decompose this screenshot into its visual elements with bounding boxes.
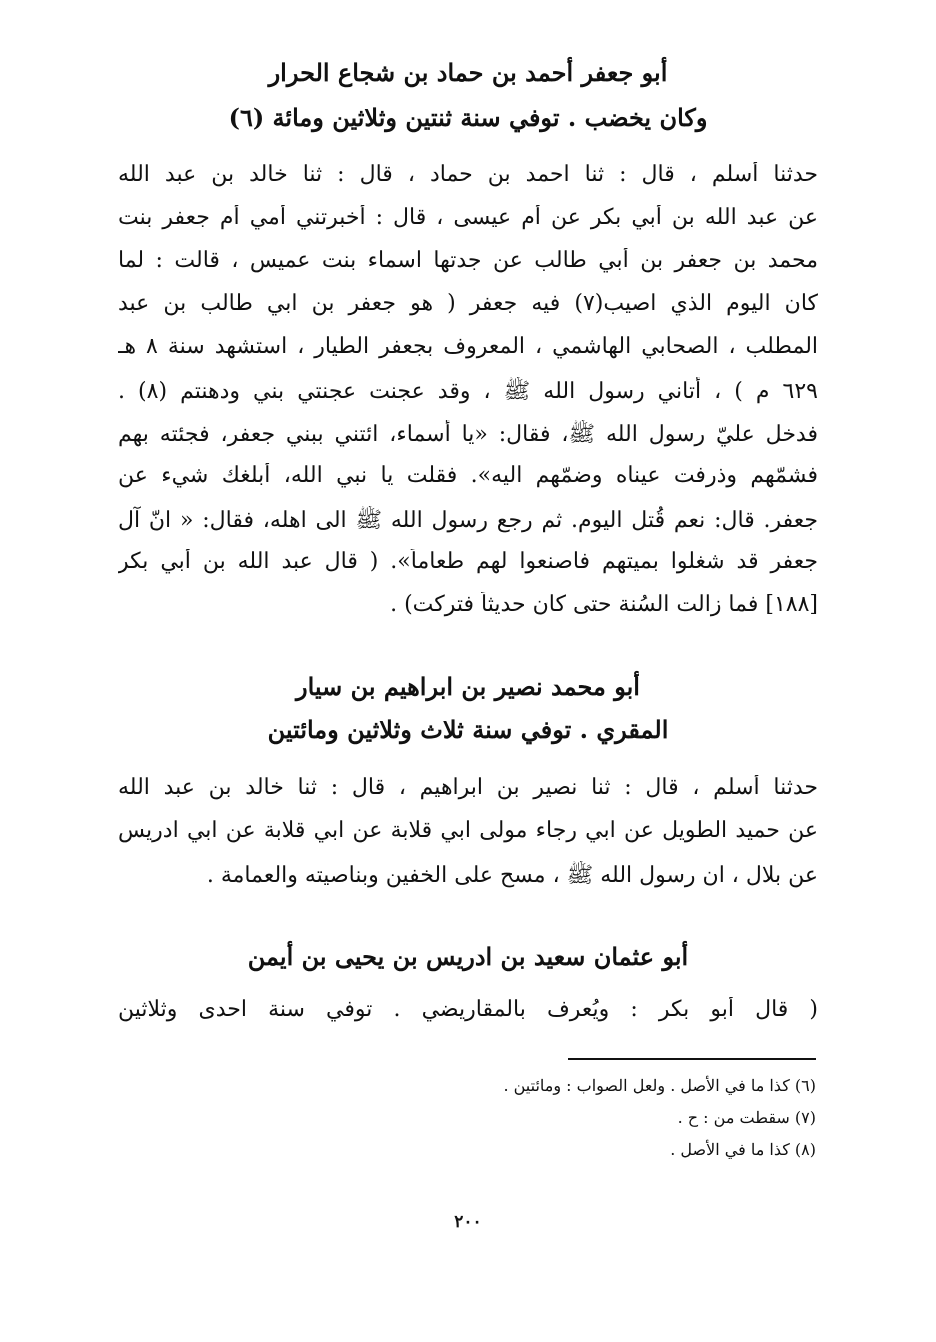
section-1-body-line: ٦٢٩ م ) ، أتاني رسول الله ﷺ ، وقد عجنت عجنتي بني ودهنتم (٨) . — [118, 379, 818, 404]
section-1-body-line: محمد بن جعفر بن أبي طالب عن جدتها اسماء بنت عميس ، قالت : لما — [118, 248, 818, 273]
section-1-body-line: حدثنا أسلم ، قال : ثنا احمد بن حماد ، قال : ثنا خالد بن عبد الله — [118, 162, 818, 187]
section-1-body-line: المطلب ، الصحابي الهاشمي ، المعروف بجعفر الطيار ، استشهد سنة ٨ هـ — [118, 334, 818, 359]
section-2-body-line: حدثنا أسلم ، قال : ثنا نصير بن ابراهيم ، قال : ثنا خالد بن عبد الله — [118, 775, 818, 800]
section-1-body-line: كان اليوم الذي اصيب(٧) فيه جعفر ( هو جعفر بن ابي طالب بن عبد — [118, 291, 818, 316]
section-1-body-line: فدخل عليّ رسول الله ﷺ، فقال: «يا أسماء، ائتني ببني جعفر، فجئته بهم — [118, 422, 818, 447]
section-1-body-line: [١٨٨] فما زالت السُنة حتى كان حديثاً فتركت) . — [390, 592, 818, 617]
section-1-body-line: عن عبد الله بن أبي بكر عن أم عيسى ، قال : أخبرتني أمي أم جعفر بنت — [118, 205, 818, 230]
section-2-heading-line-2: المقري . توفي سنة ثلاث وثلاثين ومائتين — [267, 715, 669, 744]
section-1-heading-line-2: وكان يخضب . توفي سنة ثنتين وثلاثين ومائة (٦) — [228, 103, 708, 132]
footnote-separator — [568, 1058, 816, 1060]
section-3-body-line: ( قال أبو بكر : ويُعرف بالمقاريضي . توفي سنة احدى وثلاثين — [118, 997, 818, 1022]
section-1-body-line: جعفر. قال: نعم قُتل اليوم. ثم رجع رسول الله ﷺ الى اهله، فقال: « انّ آل — [118, 508, 818, 533]
section-3-heading: أبو عثمان سعيد بن ادريس بن يحيى بن أيمن — [247, 942, 689, 971]
section-1-body-line: جعفر قد شغلوا بميتهم فاصنعوا لهم طعاماً». ( قال عبد الله بن أبي بكر — [118, 549, 818, 574]
section-2-body-line: عن بلال ، ان رسول الله ﷺ ، مسح على الخفين وبناصيته والعمامة . — [206, 863, 818, 888]
footnote: (٨) كذا ما في الأصل . — [670, 1140, 816, 1159]
section-2-body-line: عن حميد الطويل عن ابي رجاء مولى ابي قلابة عن ابي قلابة عن ابي ادريس — [118, 818, 818, 843]
footnote: (٧) سقطت من : ح . — [677, 1108, 816, 1127]
section-2-heading-line-1: أبو محمد نصير بن ابراهيم بن سيار — [296, 672, 640, 701]
section-1-body-line: فشمّهم وذرفت عيناه وضمّهم اليه». فقلت يا نبي الله، أبلغك شيء عن — [118, 463, 818, 488]
page-number: ٢٠٠ — [454, 1212, 482, 1232]
section-1-heading-line-1: أبو جعفر أحمد بن حماد بن شجاع الحرار — [268, 58, 668, 87]
footnote: (٦) كذا ما في الأصل . ولعل الصواب : ومائتين . — [503, 1076, 816, 1095]
